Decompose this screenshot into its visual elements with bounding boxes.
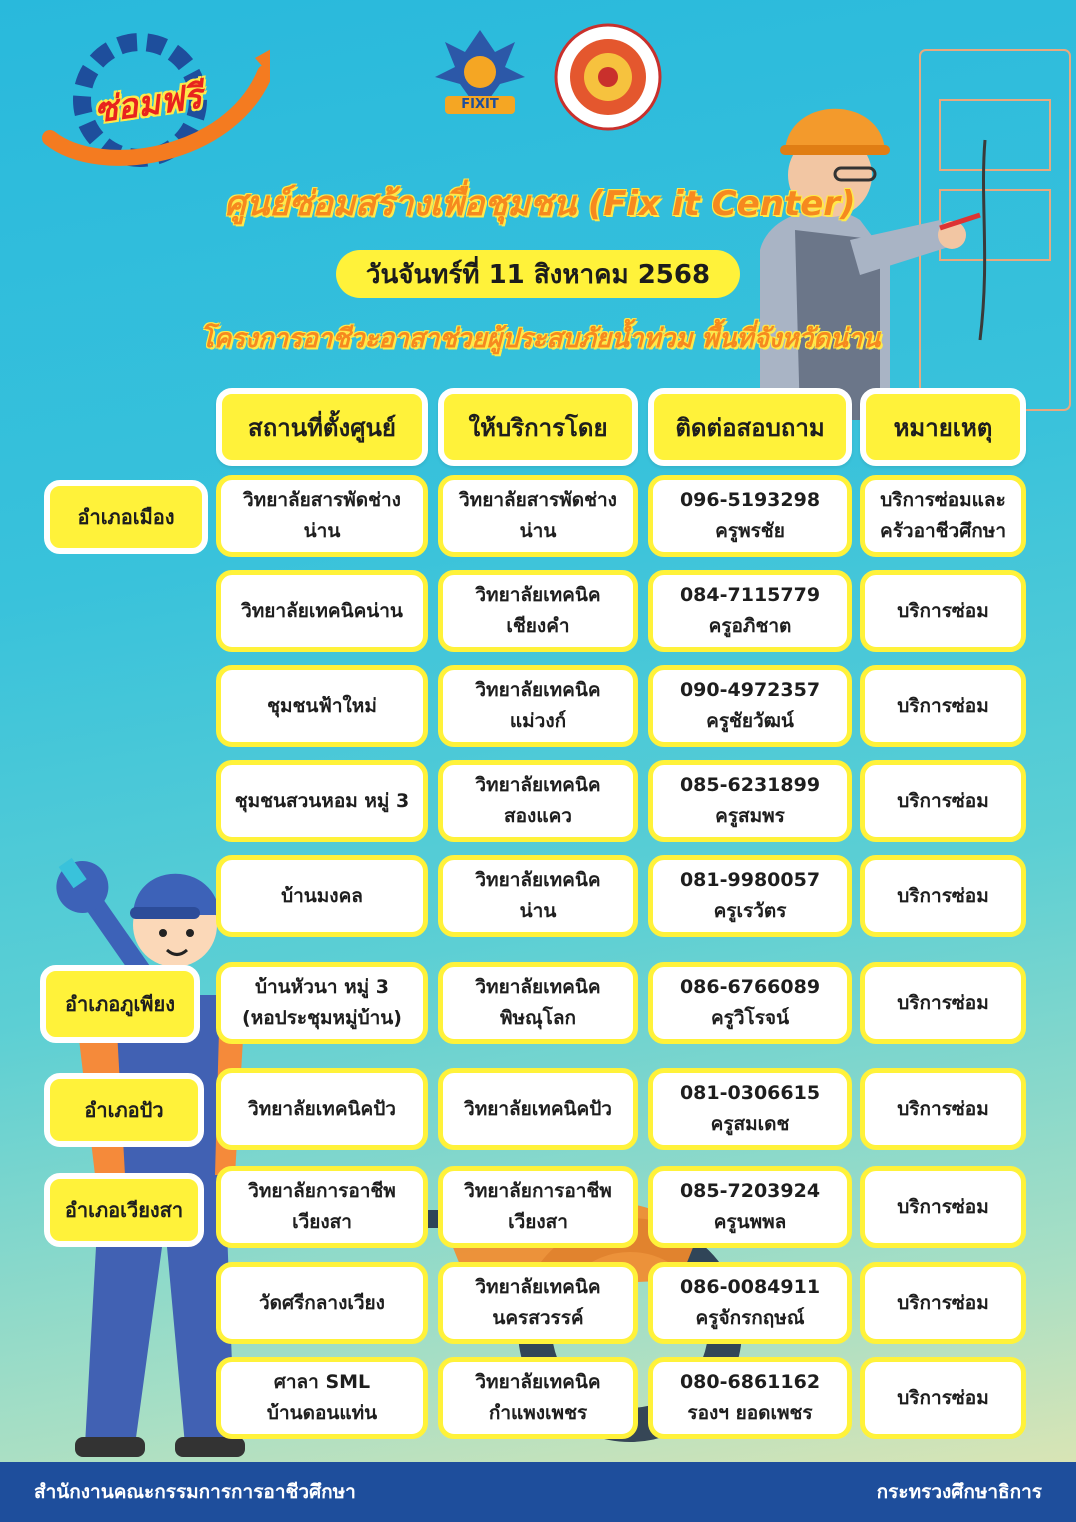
contact-cell-line: รองฯ ยอดเพชร — [687, 1402, 813, 1424]
location-cell-line: (หอประชุมหมู่บ้าน) — [242, 1007, 402, 1029]
contact-cell-line: ครูวิโรจน์ — [710, 1007, 790, 1029]
column-header-note: หมายเหตุ — [860, 388, 1026, 466]
provider-cell — [438, 475, 638, 557]
column-header-location: สถานที่ตั้งศูนย์ — [216, 388, 428, 466]
provider-cell-line: วิทยาลัยเทคนิค — [475, 869, 601, 891]
contact-cell-line: 081-0306615 — [679, 1082, 821, 1104]
provider-cell-line: น่าน — [519, 520, 557, 542]
contact-cell — [648, 962, 852, 1044]
provider-cell — [438, 1357, 638, 1439]
provider-cell-line: เชียงคำ — [506, 615, 570, 637]
vocational-commission-seal — [553, 22, 663, 132]
footer-bar — [0, 1462, 1076, 1522]
location-cell-line: ชุมชนสวนหอม หมู่ 3 — [234, 789, 410, 812]
location-cell — [216, 570, 428, 652]
provider-cell — [438, 760, 638, 842]
provider-cell-line: วิทยาลัยเทคนิค — [475, 1371, 601, 1393]
contact-cell-line: 085-7203924 — [679, 1180, 821, 1202]
note-cell-line: บริการซ่อม — [897, 599, 989, 622]
contact-cell-line: ครูพรชัย — [715, 520, 785, 542]
location-cell-line: บ้านมงคล — [281, 884, 363, 907]
provider-cell-line: วิทยาลัยการอาชีพ — [464, 1180, 612, 1202]
contact-cell-line: ครูสมเดช — [710, 1113, 790, 1135]
note-cell-line: บริการซ่อม — [897, 991, 989, 1014]
location-cell — [216, 665, 428, 747]
contact-cell-line: 086-6766089 — [679, 976, 821, 998]
contact-cell-line: ครูจักรกฤษณ์ — [695, 1307, 805, 1329]
contact-cell-line: 081-9980057 — [679, 869, 821, 891]
note-cell — [860, 1262, 1026, 1344]
contact-cell — [648, 665, 852, 747]
note-cell — [860, 1166, 1026, 1248]
location-cell — [216, 760, 428, 842]
note-cell — [860, 475, 1026, 557]
location-cell-line: เวียงสา — [292, 1211, 352, 1233]
location-cell-line: ศาลา SML — [273, 1371, 371, 1393]
provider-cell-line: แม่วงก์ — [509, 710, 567, 732]
fixit-logo — [425, 22, 535, 132]
contact-cell — [648, 1262, 852, 1344]
provider-cell-line: กำแพงเพชร — [488, 1402, 588, 1424]
location-cell-line: วิทยาลัยเทคนิคปัว — [248, 1097, 396, 1120]
provider-cell-line: วิทยาลัยเทคนิค — [475, 1276, 601, 1298]
location-cell-line: วัดศรีกลางเวียง — [259, 1291, 385, 1314]
contact-cell — [648, 1068, 852, 1150]
note-cell — [860, 1068, 1026, 1150]
note-cell-line: บริการซ่อม — [897, 789, 989, 812]
contact-cell-line: 086-0084911 — [679, 1276, 821, 1298]
note-cell-line: บริการซ่อมและ — [880, 489, 1006, 511]
district-label: อำเภอเมือง — [44, 480, 208, 554]
location-cell-line: วิทยาลัยการอาชีพ — [248, 1180, 396, 1202]
note-cell — [860, 1357, 1026, 1439]
note-cell-line: บริการซ่อม — [897, 884, 989, 907]
contact-cell-line: ครูเรวัตร — [713, 900, 787, 922]
provider-cell — [438, 962, 638, 1044]
event-date: วันจันทร์ที่ 11 สิงหาคม 2568 — [336, 250, 740, 298]
page-title: ศูนย์ซ่อมสร้างเพื่อชุมชน (Fix it Center) — [224, 184, 856, 224]
contact-cell — [648, 760, 852, 842]
logo-group — [425, 22, 675, 137]
provider-cell-line: วิทยาลัยเทคนิคปัว — [464, 1097, 612, 1120]
technician-illustration — [740, 40, 1076, 420]
provider-cell — [438, 855, 638, 937]
free-repair-label: ซ่อมฟรี — [91, 76, 205, 132]
contact-cell — [648, 855, 852, 937]
location-cell — [216, 855, 428, 937]
note-cell — [860, 962, 1026, 1044]
provider-cell-line: วิทยาลัยเทคนิค — [475, 774, 601, 796]
free-repair-badge — [40, 28, 270, 178]
contact-cell — [648, 475, 852, 557]
contact-cell — [648, 1357, 852, 1439]
provider-cell-line: วิทยาลัยเทคนิค — [475, 679, 601, 701]
district-label: อำเภอปัว — [44, 1073, 204, 1147]
contact-cell-line: 096-5193298 — [679, 489, 821, 511]
location-cell — [216, 1068, 428, 1150]
note-cell-line: บริการซ่อม — [897, 694, 989, 717]
contact-cell-line: 090-4972357 — [679, 679, 821, 701]
provider-cell-line: วิทยาลัยเทคนิค — [475, 976, 601, 998]
footer-ministry: กระทรวงศึกษาธิการ — [876, 1481, 1042, 1503]
note-cell — [860, 855, 1026, 937]
location-cell — [216, 962, 428, 1044]
location-cell — [216, 1166, 428, 1248]
note-cell — [860, 570, 1026, 652]
project-subtitle: โครงการอาชีวะอาสาช่วยผู้ประสบภัยน้ำท่วม พื้นที่จังหวัดน่าน — [199, 324, 881, 354]
note-cell-line: บริการซ่อม — [897, 1291, 989, 1314]
provider-cell-line: วิทยาลัยสารพัดช่าง — [459, 489, 617, 511]
location-cell-line: บ้านหัวนา หมู่ 3 — [254, 976, 390, 998]
location-cell-line: ชุมชนฟ้าใหม่ — [267, 694, 377, 717]
district-label: อำเภอภูเพียง — [40, 965, 200, 1043]
location-cell-line: วิทยาลัยสารพัดช่างน่าน — [243, 489, 401, 542]
provider-cell — [438, 1166, 638, 1248]
note-cell-line: บริการซ่อม — [897, 1386, 989, 1409]
note-cell — [860, 665, 1026, 747]
contact-cell-line: 080-6861162 — [679, 1371, 821, 1393]
provider-cell-line: เวียงสา — [508, 1211, 568, 1233]
provider-cell — [438, 1068, 638, 1150]
district-label: อำเภอเวียงสา — [44, 1173, 204, 1247]
location-cell-line: วิทยาลัยเทคนิคน่าน — [241, 599, 403, 622]
provider-cell — [438, 665, 638, 747]
location-cell-line: บ้านดอนแท่น — [266, 1402, 378, 1424]
note-cell-line: บริการซ่อม — [897, 1097, 989, 1120]
contact-cell-line: 085-6231899 — [679, 774, 821, 796]
provider-cell-line: น่าน — [519, 900, 557, 922]
fixit-logo-text: FIXIT — [461, 97, 499, 112]
contact-cell-line: ครูอภิชาต — [708, 615, 792, 637]
column-header-contact: ติดต่อสอบถาม — [648, 388, 852, 466]
note-cell-line: ครัวอาชีวศึกษา — [880, 520, 1006, 542]
contact-cell — [648, 570, 852, 652]
contact-cell-line: ครูชัยวัฒน์ — [706, 710, 794, 732]
contact-cell-line: ครูนพพล — [713, 1211, 787, 1233]
provider-cell — [438, 570, 638, 652]
provider-cell — [438, 1262, 638, 1344]
location-cell — [216, 1262, 428, 1344]
location-cell — [216, 1357, 428, 1439]
column-header-provider: ให้บริการโดย — [438, 388, 638, 466]
provider-cell-line: นครสวรรค์ — [492, 1307, 584, 1329]
provider-cell-line: วิทยาลัยเทคนิค — [475, 584, 601, 606]
provider-cell-line: สองแคว — [504, 805, 572, 827]
contact-cell-line: ครูสมพร — [715, 805, 785, 827]
contact-cell-line: 084-7115779 — [679, 584, 821, 606]
provider-cell-line: พิษณุโลก — [499, 1007, 577, 1029]
note-cell — [860, 760, 1026, 842]
note-cell-line: บริการซ่อม — [897, 1195, 989, 1218]
location-cell — [216, 475, 428, 557]
footer-organization: สำนักงานคณะกรรมการการอาชีวศึกษา — [34, 1481, 356, 1503]
contact-cell — [648, 1166, 852, 1248]
